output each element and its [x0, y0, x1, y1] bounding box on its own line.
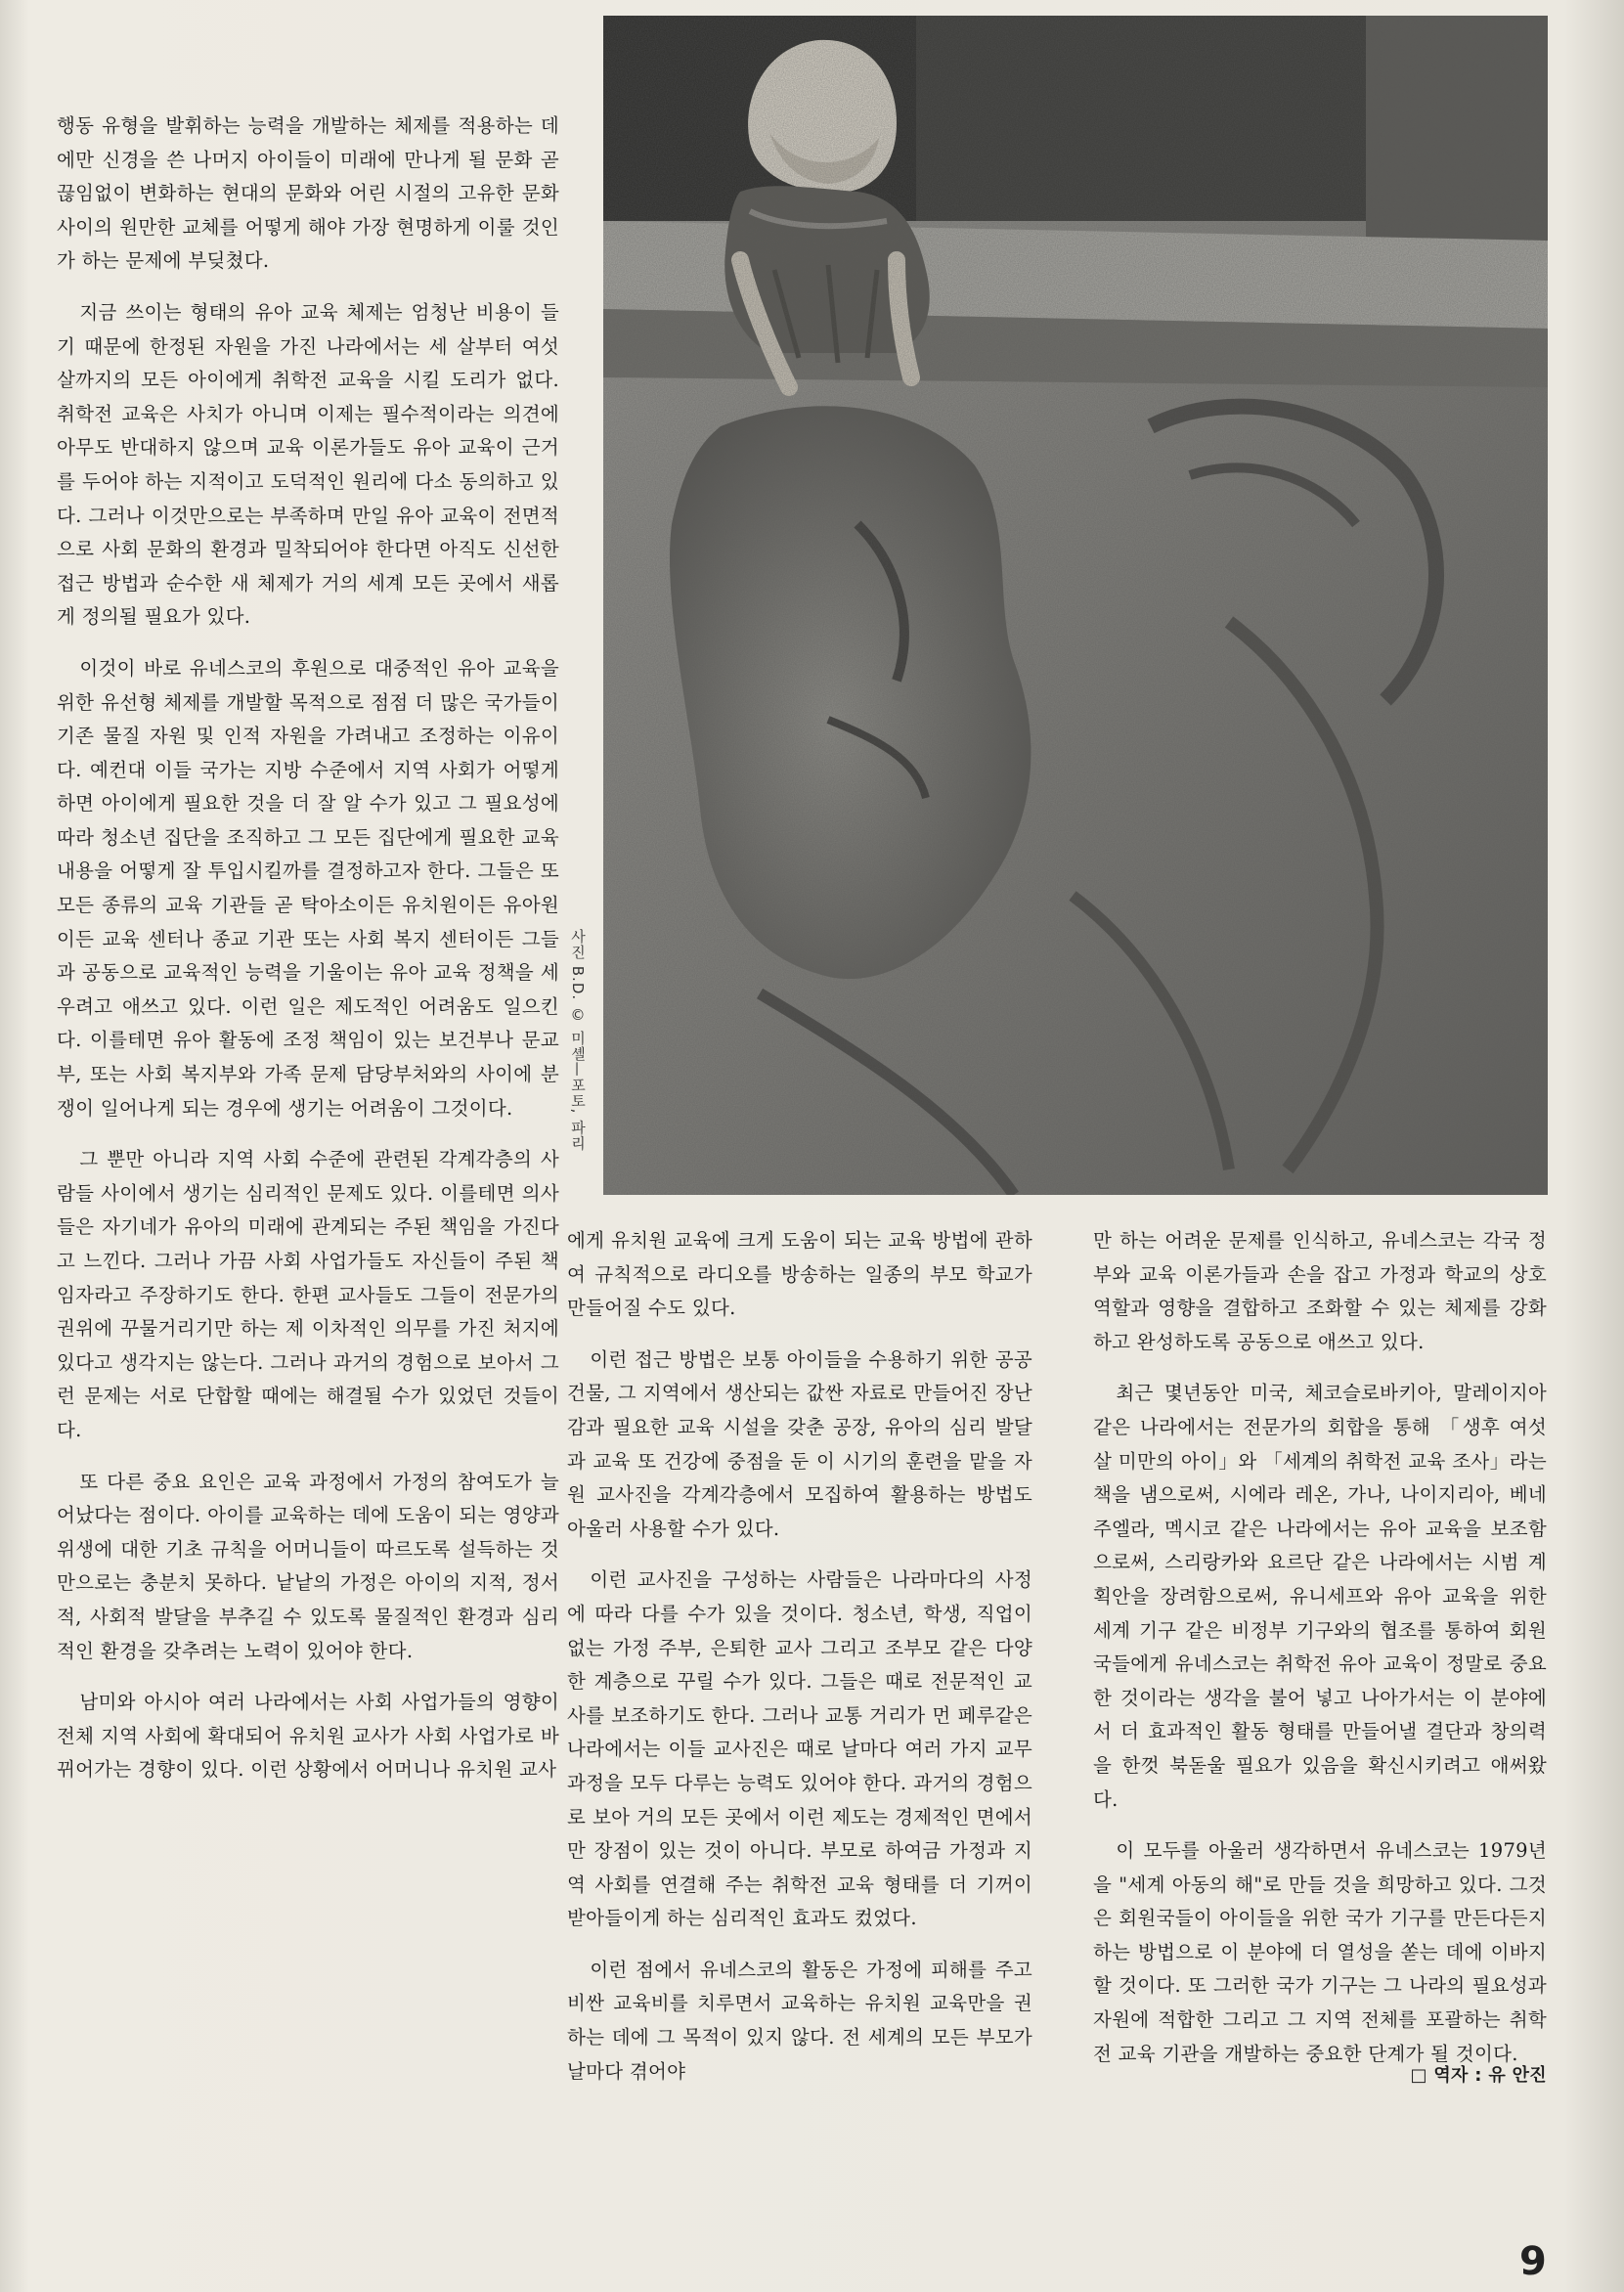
paragraph: 이것이 바로 유네스코의 후원으로 대중적인 유아 교육을 위한 유선형 체제를 개발할 목적으로 점점 더 많은 국가들이 기존 물질 자원 및 인적 자원을 가려내고 조정하는 이유이다. 예컨대 이들 국가는 지방 수준에서 지역 사회가 어떻게 하면 아이에게 필요한 것을 더 잘 알 수가 있고 그 필요성에 따라 청소년 집단을 조직하고 그 모든 집단에게 필요한 교육 내용을 어떻게 잘 투입시킬까를 결정하고자 한다. 그들은 또 모든 종류의 교육 기관들 곧 탁아소이든 유치원이든 유아원이든 교육 센터나 종교 기관 또는 사회 복지 센터이든 그들과 공동으로 교육적인 능력을 기울이는 유아 교육 정책을 세우려고 애쓰고 있다. 이런 일은 제도적인 어려움도 일으킨다. 이를테면 유아 활동에 조정 책임이 있는 보건부나 문교부, 또는 사회 복지부와 가족 문제 담당부처와의 사이에 분쟁이 일어나게 되는 경우에 생기는 어려움이 그것이다. — [57, 656, 559, 1120]
page-number: 9 — [1519, 2239, 1547, 2284]
paragraph: 또 다른 중요 요인은 교육 과정에서 가정의 참여도가 늘어났다는 점이다. 아이를 교육하는 데에 도움이 되는 영양과 위생에 대한 기초 규칙을 어머니들이 따르도록 설득하는 것만으로는 충분치 못하다. 낱낱의 가정은 아이의 지적, 정서적, 사회적 발달을 부추길 수 있도록 물질적인 환경과 심리적인 환경을 갖추려는 노력이 있어야 한다. — [57, 1470, 559, 1662]
left-text-column — [57, 110, 559, 1805]
paragraph: 그 뿐만 아니라 지역 사회 수준에 관련된 각계각층의 사람들 사이에서 생기는 심리적인 문제도 있다. 이를테면 의사들은 자기네가 유아의 미래에 관계되는 주된 책임을 가진다고 느낀다. 그러나 가끔 사회 사업가들도 자신들이 주된 책임자라고 주장하기도 한다. 한편 교사들도 그들이 전문가의 권위에 꾸물거리기만 하는 제 이차적인 의무를 가진 처지에 있다고 생각지는 않는다. 그러나 과거의 경험으로 보아서 그런 문제는 서로 단합할 때에는 해결될 수가 있었던 것들이다. — [57, 1148, 559, 1441]
photo-child-on-stone-relief — [603, 16, 1548, 1195]
paragraph: 이런 점에서 유네스코의 활동은 가정에 피해를 주고 비싼 교육비를 치루면서 교육하는 유치원 교육만을 권하는 데에 그 목적이 있지 않다. 전 세계의 모든 부모가 날마다 겪어야 — [567, 1958, 1032, 2083]
paragraph: 이런 접근 방법은 보통 아이들을 수용하기 위한 공공 건물, 그 지역에서 생산되는 값싼 자료로 만들어진 장난감과 필요한 교육 시설을 갖춘 공장, 유아의 심리 발달과 교육 또 건강에 중점을 둔 이 시기의 훈련을 맡을 자원 교사진을 각계각층에서 모집하여 활용하는 방법도 아울러 사용할 수가 있다. — [567, 1347, 1032, 1540]
photo-illustration — [603, 16, 1548, 1195]
paragraph: 행동 유형을 발휘하는 능력을 개발하는 체제를 적용하는 데에만 신경을 쓴 나머지 아이들이 미래에 만나게 될 문화 곧 끊임없이 변화하는 현대의 문화와 어린 시절의 고유한 문화 사이의 원만한 교체를 어떻게 해야 가장 현명하게 이룰 것인가 하는 문제에 부딪쳤다. — [57, 114, 559, 273]
paragraph: 에게 유치원 교육에 크게 도움이 되는 교육 방법에 관하여 규칙적으로 라디오를 방송하는 일종의 부모 학교가 만들어질 수도 있다. — [567, 1229, 1032, 1320]
paragraph: 만 하는 어려운 문제를 인식하고, 유네스코는 각국 정부와 교육 이론가들과 손을 잡고 가정과 학교의 상호 역할과 영향을 결합하고 조화할 수 있는 체제를 강화하고 완성하도록 공동으로 애쓰고 있다. — [1093, 1229, 1547, 1353]
right-text-column — [1093, 1224, 1547, 2094]
paragraph: 최근 몇년동안 미국, 체코슬로바키아, 말레이지아 같은 나라에서는 전문가의 회합을 통해 「생후 여섯 살 미만의 아이」와 「세계의 취학전 교육 조사」라는 책을 냄으로써, 시에라 레온, 가나, 나이지리아, 베네주엘라, 멕시코 같은 나라에서는 유아 교육을 보조함으로써, 스리랑카와 요르단 같은 나라에서는 시범 계획안을 장려함으로써, 유니세프와 유아 교육을 위한 세계 기구 같은 비정부 기구와의 협조를 통하여 회원국들에게 유네스코는 취학전 유아 교육이 정말로 중요한 것이라는 생각을 불어 넣고 나아가서는 이 분야에서 더 효과적인 활동 형태를 만들어낼 결단과 창의력을 한껏 북돋울 필요가 있음을 확신시키려고 애써왔다. — [1093, 1382, 1547, 1811]
paragraph: 지금 쓰이는 형태의 유아 교육 체제는 엄청난 비용이 들기 때문에 한정된 자원을 가진 나라에서는 세 살부터 여섯 살까지의 모든 아이에게 취학전 교육을 시킬 도리가 없다. 취학전 교육은 사치가 아니며 이제는 필수적이라는 의견에 아무도 반대하지 않으며 교육 이론가들도 유아 교육이 근거를 두어야 하는 지적이고 도덕적인 원리에 다소 동의하고 있다. 그러나 이것만으로는 부족하며 만일 유아 교육이 전면적으로 사회 문화의 환경과 밀착되어야 한다면 아직도 신선한 접근 방법과 순수한 새 체제가 거의 세계 모든 곳에서 새롭게 정의될 필요가 있다. — [57, 300, 559, 629]
translator-credit: □ 역자 : 유 안진 — [1410, 2065, 1547, 2087]
paragraph: 이 모두를 아울러 생각하면서 유네스코는 1979년을 "세계 아동의 해"로 만들 것을 희망하고 있다. 그것은 회원국들이 아이들을 위한 국가 기구를 만든다든지 하는 방법으로 이 분야에 더 열성을 쏟는 데에 이바지할 것이다. 또 그러한 국가 기구는 그 나라의 필요성과 자원에 적합한 그리고 그 지역 전체를 포괄하는 취학전 교육 기관을 개발하는 중요한 단계가 될 것이다. — [1093, 1839, 1547, 2065]
paragraph: 남미와 아시아 여러 나라에서는 사회 사업가들의 영향이 전체 지역 사회에 확대되어 유치원 교사가 사회 사업가로 바뀌어가는 경향이 있다. 이런 상황에서 어머니나 유치원 교사 — [57, 1691, 559, 1782]
photo-credit: 사진 B.D. © 미셸—포토, 파리 — [569, 929, 587, 1152]
paragraph: 이런 교사진을 구성하는 사람들은 나라마다의 사정에 따라 다를 수가 있을 것이다. 청소년, 학생, 직업이 없는 가정 주부, 은퇴한 교사 그리고 조부모 같은 다양한 계층으로 꾸릴 수가 있다. 그들은 때로 전문적인 교사를 보조하기도 한다. 그러나 교통 거리가 먼 페루같은 나라에서는 이들 교사진은 때로 날마다 여러 가지 교무 과정을 모두 다루는 능력도 있어야 한다. 과거의 경험으로 보아 거의 모든 곳에서 이런 제도는 경제적인 면에서만 장점이 있는 것이 아니다. 부모로 하여금 가정과 지역 사회를 연결해 주는 취학전 교육 형태를 더 기꺼이 받아들이게 하는 심리적인 효과도 컸었다. — [567, 1568, 1032, 1930]
middle-text-column — [567, 1224, 1032, 2106]
